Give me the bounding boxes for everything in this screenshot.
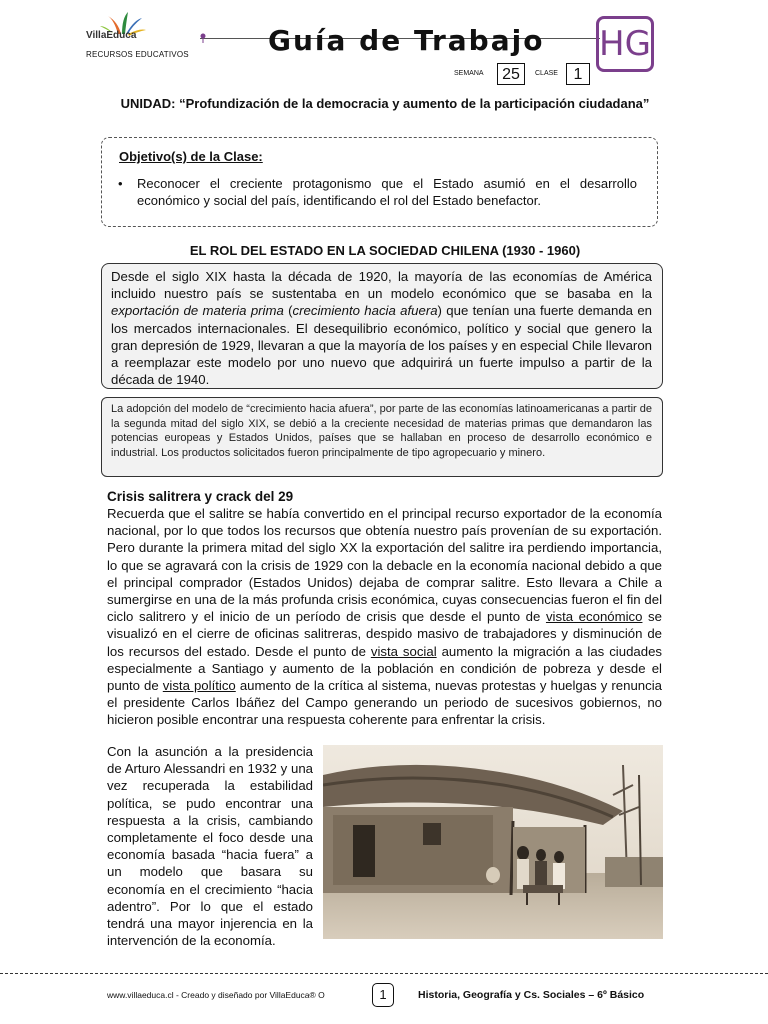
- crisis-underlined-term: vista económico: [545, 609, 643, 625]
- intro-text: [111, 268, 652, 388]
- crisis-text-part: aumento la migración a las ciudades especialmente a Santiago y aumento de la población en condición de pobreza y desde el punto de: [107, 643, 663, 694]
- section-title: EL ROL DEL ESTADO EN LA SOCIEDAD CHILENA (1930 - 1960): [189, 243, 581, 258]
- subject-badge: HG: [596, 16, 654, 72]
- crisis-paragraph: [107, 505, 662, 729]
- intro-text-part: Desde el siglo XIX hasta la década de 1920, la mayoría de las economías de América incluido nuestro país se sustentaba en un modelo económico que se basaba en la: [111, 269, 652, 302]
- intro-text-italic: crecimiento hacia afuera: [292, 303, 438, 319]
- clase-value: 1: [566, 63, 590, 85]
- crisis-text-part: se visualizó en el cierre de oficinas salitreras, despido masivo de trabajadores y disminución de los recursos del estado. Desde el punto de: [107, 609, 662, 659]
- note-text: La adopción del modelo de “crecimiento hacia afuera”, por parte de las economías latinoamericanas a partir de la segunda mitad del siglo XIX, se debió a la creciente necesidad de materias primas que demandaron las potencias europeas y Estados Unidos, países que se hallaban en proceso de desarrollo económico e industrial. Los productos solicitados fueron principalmente de tipo agropecuario y minero.: [111, 403, 652, 459]
- footer-subject: Historia, Geografía y Cs. Sociales – 6º Básico: [418, 989, 645, 1001]
- objective-text: Reconocer el creciente protagonismo que el Estado asumió en el desarrollo económico y social del país, identificando el rol del Estado benefactor.: [137, 176, 637, 208]
- intro-text-italic: exportación de materia prima: [111, 303, 284, 319]
- alessandri-paragraph: Con la asunción a la presidencia de Arturo Alessandri en 1932 y una vez recuperada la estabilidad política, se pudo encontrar una respuesta a la crisis, cambiando completamente el foco desde una economía basada “hacia fuera” a un modelo que basara su economía en el crecimiento “hacia adentro”. Por lo que el estado tendrá una mayor injerencia en la intervención de la economía.: [107, 744, 313, 949]
- semana-value: 25: [497, 63, 525, 85]
- pin-icon: [200, 33, 206, 43]
- intro-text-part: (: [283, 303, 293, 319]
- footer-credit: www.villaeduca.cl - Creado y diseñado por VillaEduca® O: [107, 990, 325, 1000]
- objective-title: Objetivo(s) de la Clase:: [119, 149, 263, 164]
- historic-photo: [323, 745, 663, 939]
- bullet-icon: •: [118, 176, 123, 191]
- crisis-heading: Crisis salitrera y crack del 29: [107, 489, 294, 504]
- crisis-text-part: aumento de la crítica al sistema, nuevas protestas y huelgas y renuncia el presidente Carlos Ibáñez del Campo generando un periodo de sucesivos gobiernos, no hicieron posible encontrar una respuesta coherente para enfrentar la crisis.: [107, 678, 662, 728]
- crisis-text-part: Recuerda que el salitre se había convertido en el principal recurso exportador de la economía nacional, por lo que todos los recursos que obtenía nuestro país provenían de su exportación. Pero durante la primera mitad del siglo XX la exportación del salitre ira perdiendo importancia, lo que se agravará con la crisis de 1929 con la debacle en la economía nacional debido a que el principal comprador (Estados Unidos) dejaba de comprar salitre. Esto llevara a Chile a sumergirse en una de la más profunda crisis económica, cuyas consecuencias fueron el fin del ciclo salitrero y el inicio de un período de crisis que desde el punto de: [107, 506, 662, 625]
- footer-divider: [0, 973, 768, 974]
- crisis-underlined-term: vista político: [162, 678, 236, 694]
- page-number: 1: [372, 983, 394, 1007]
- clase-label: CLASE: [535, 70, 558, 77]
- intro-text-part: ) que tenían una fuerte demanda en los mercados internacionales. El desequilibrio económico, político y social que genero la gran depresión de 1929, llevaran a que la mayoría de los países y en especial Chile llevaron a reemplazar este modelo por uno nuevo que adquirirá un fuerte impulso a partir de la década de 1940.: [111, 303, 652, 388]
- semana-label: SEMANA: [454, 70, 484, 77]
- page-title: Guía de Trabajo: [268, 24, 545, 57]
- logo-brand-text: VillaEduca: [86, 30, 137, 41]
- crisis-underlined-term: vista social: [370, 643, 437, 659]
- logo-subtitle: RECURSOS EDUCATIVOS: [86, 50, 189, 59]
- unit-heading: UNIDAD: “Profundización de la democracia y aumento de la participación ciudadana”: [120, 96, 650, 111]
